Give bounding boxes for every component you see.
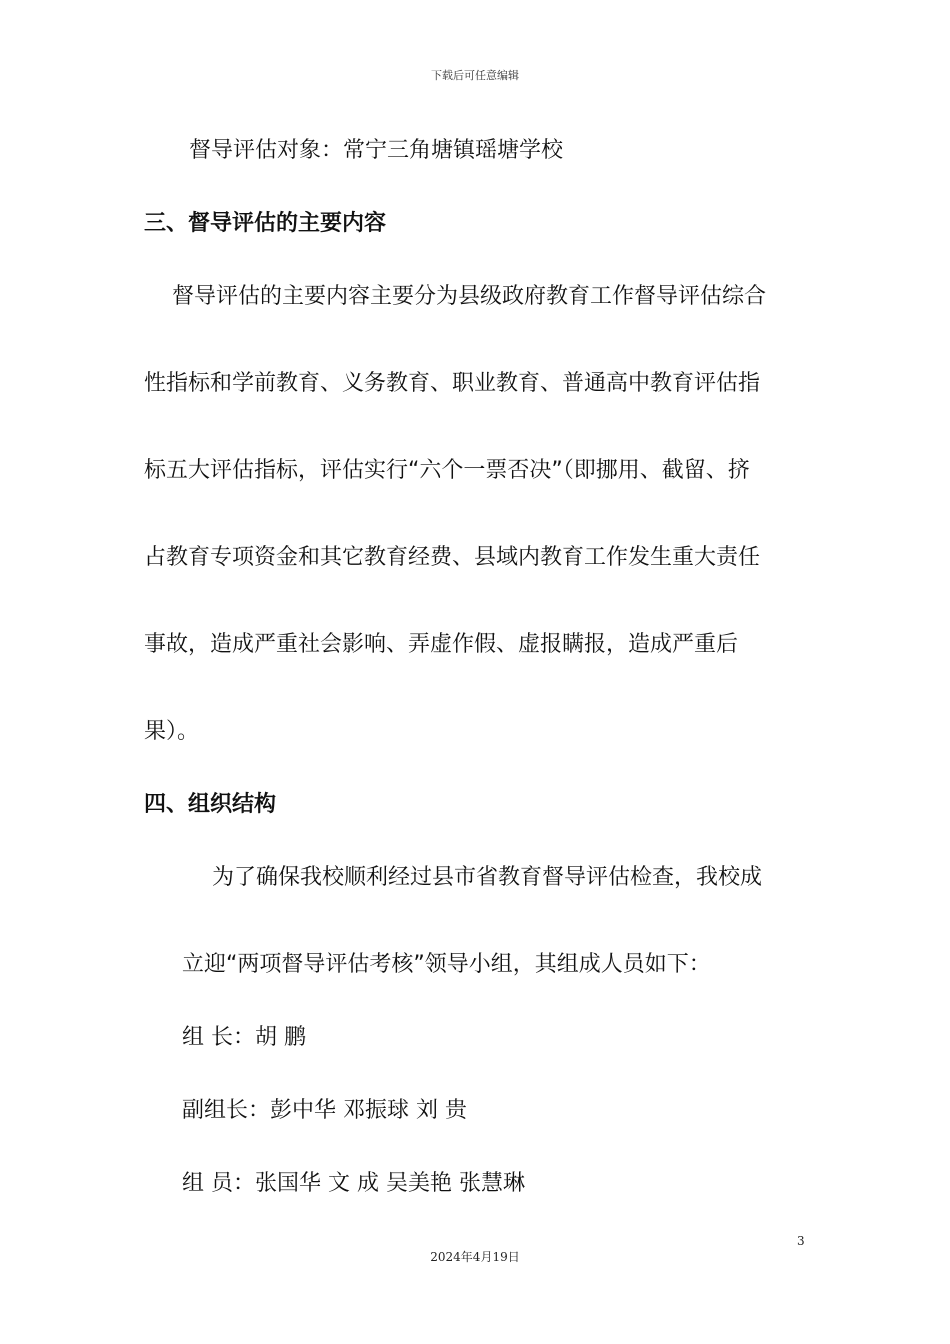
section-3-paragraph-line: 事故，造成严重社会影响、弄虚作假、虚报瞒报，造成严重后 — [144, 632, 739, 657]
group-members-line: 组 员：张国华 文 成 吴美艳 张慧琳 — [182, 1171, 525, 1196]
group-leader-line: 组 长：胡 鹏 — [182, 1025, 306, 1050]
section-3-paragraph-line: 性指标和学前教育、义务教育、职业教育、普通高中教育评估指 — [144, 371, 761, 396]
header-note: 下载后可任意编辑 — [431, 69, 519, 82]
section-3-paragraph-line: 督导评估的主要内容主要分为县级政府教育工作督导评估综合 — [172, 284, 767, 309]
section-3-paragraph-line: 标五大评估指标，评估实行“六个一票否决”（即挪用、截留、挤 — [144, 458, 750, 483]
vice-leaders-line: 副组长：彭中华 邓振球 刘 贵 — [182, 1098, 467, 1123]
section-3-heading: 三、督导评估的主要内容 — [144, 211, 387, 236]
page-number: 3 — [797, 1234, 805, 1248]
footer-date: 2024年4月19日 — [430, 1250, 520, 1264]
evaluation-target-line: 督导评估对象：常宁三角塘镇瑶塘学校 — [189, 138, 564, 163]
section-4-intro-line: 立迎“两项督导评估考核”领导小组，其组成人员如下： — [182, 952, 711, 977]
section-4-intro-line: 为了确保我校顺利经过县市省教育督导评估检查，我校成 — [212, 865, 763, 890]
section-3-paragraph-line: 占教育专项资金和其它教育经费、县域内教育工作发生重大责任 — [144, 545, 761, 570]
section-4-heading: 四、组织结构 — [144, 792, 277, 817]
section-3-paragraph-line: 果）。 — [144, 719, 200, 744]
